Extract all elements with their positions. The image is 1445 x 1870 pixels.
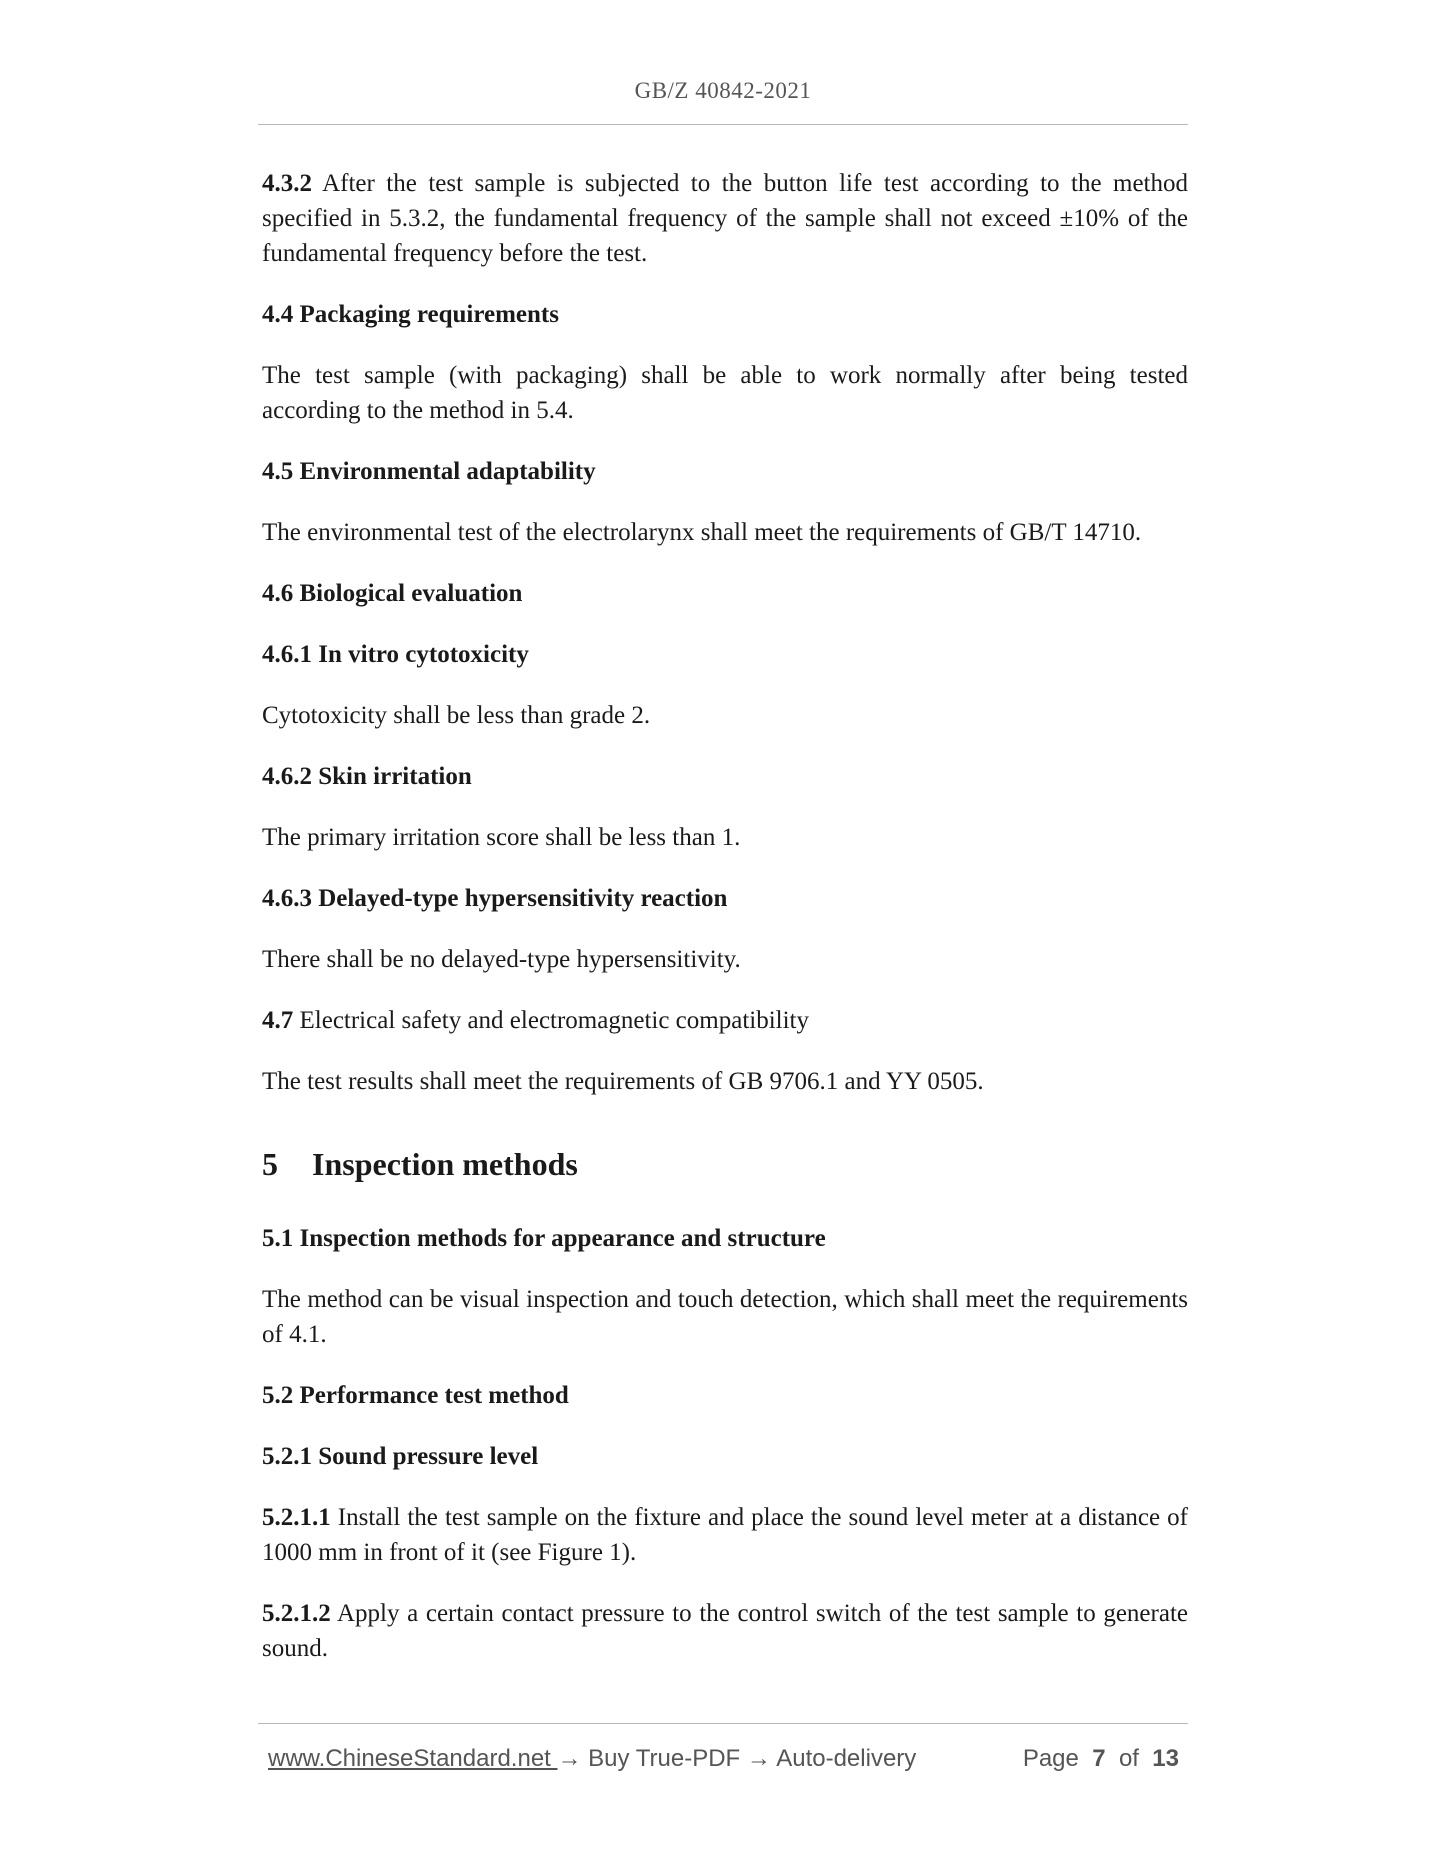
chapter-title: Inspection methods xyxy=(312,1146,578,1182)
page-footer xyxy=(268,1745,1184,1773)
heading-5-2-1: 5.2.1 Sound pressure level xyxy=(262,1443,539,1470)
clause-number: 4.3.2 xyxy=(262,170,312,197)
page-number: 7 xyxy=(1092,1745,1106,1772)
buy-true-pdf-text: Buy True-PDF xyxy=(581,1745,747,1772)
clause-text: Install the test sample on the fixture and place the sound level meter at a distance of 1000 mm in front of it (see Figure 1). xyxy=(262,1504,1188,1566)
arrow-right-icon: → xyxy=(746,1745,771,1772)
paragraph-5-1: The method can be visual inspection and touch detection, which shall meet the requirements of 4.1. xyxy=(262,1286,1188,1348)
page-header: GB/Z 40842-2021 xyxy=(634,78,812,103)
chapter-5-heading xyxy=(262,1143,1188,1185)
heading-4-6: 4.6 Biological evaluation xyxy=(262,580,523,607)
header-rule xyxy=(258,124,1188,125)
arrow-right-icon: → xyxy=(557,1745,582,1772)
clause-text: Electrical safety and electromagnetic compatibility xyxy=(293,1007,809,1034)
heading-4-5: 4.5 Environmental adaptability xyxy=(262,458,596,485)
clause-number: 5.2.1.1 xyxy=(262,1504,331,1531)
heading-4-4: 4.4 Packaging requirements xyxy=(262,301,559,328)
clause-text: Apply a certain contact pressure to the control switch of the test sample to generate sound. xyxy=(262,1600,1188,1662)
paragraph-4-7: The test results shall meet the requirements of GB 9706.1 and YY 0505. xyxy=(262,1068,984,1095)
clause-5-2-1-1 xyxy=(262,1500,1188,1570)
clause-text: After the test sample is subjected to the button life test according to the method specified in 5.3.2, the fundamental frequency of the sample shall not exceed ±10% of the fundamental frequency before the test. xyxy=(262,170,1188,267)
page-indicator xyxy=(1023,1745,1179,1773)
heading-4-6-2: 4.6.2 Skin irritation xyxy=(262,763,472,790)
auto-delivery-text: Auto-delivery xyxy=(770,1745,917,1772)
paragraph-4-6-1: Cytotoxicity shall be less than grade 2. xyxy=(262,702,651,729)
footer-rule xyxy=(258,1723,1188,1724)
heading-5-1: 5.1 Inspection methods for appearance and structure xyxy=(262,1225,826,1252)
clause-4-7 xyxy=(262,1003,1188,1038)
paragraph-4-4: The test sample (with packaging) shall be able to work normally after being tested according to the method in 5.4. xyxy=(262,362,1188,424)
clause-number: 5.2.1.2 xyxy=(262,1600,331,1627)
website-link[interactable]: www.ChineseStandard.net xyxy=(268,1745,558,1772)
document-body xyxy=(262,166,1188,1692)
clause-4-3-2 xyxy=(262,166,1188,271)
clause-5-2-1-2 xyxy=(262,1596,1188,1666)
page-total: 13 xyxy=(1152,1745,1179,1772)
of-label: of xyxy=(1118,1745,1139,1772)
heading-5-2: 5.2 Performance test method xyxy=(262,1382,569,1409)
heading-4-6-1: 4.6.1 In vitro cytotoxicity xyxy=(262,641,529,668)
paragraph-4-6-2: The primary irritation score shall be less than 1. xyxy=(262,824,741,851)
page-label: Page xyxy=(1022,1745,1079,1772)
heading-4-6-3: 4.6.3 Delayed-type hypersensitivity reaction xyxy=(262,885,728,912)
paragraph-4-6-3: There shall be no delayed-type hypersensitivity. xyxy=(262,946,741,973)
chapter-number: 5 xyxy=(262,1146,278,1182)
clause-number: 4.7 xyxy=(262,1007,294,1034)
paragraph-4-5: The environmental test of the electrolarynx shall meet the requirements of GB/T 14710. xyxy=(262,519,1142,546)
